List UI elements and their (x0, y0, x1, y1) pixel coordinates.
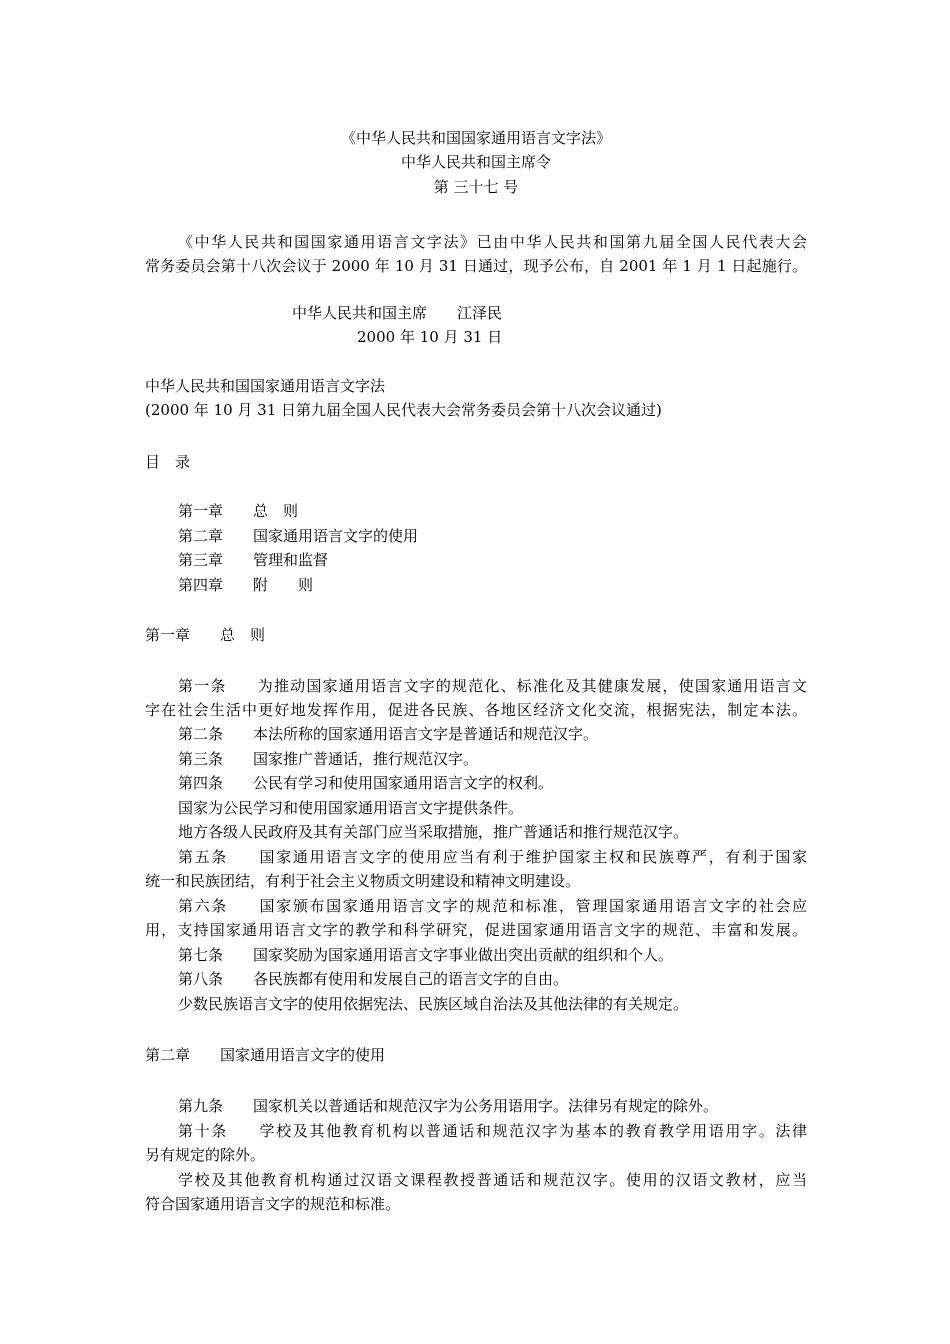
toc-item: 第二章 国家通用语言文字的使用 (178, 527, 419, 545)
article-1-line-2: 字在社会生活中更好地发挥作用，促进各民族、各地区经济文化交流，根据宪法，制定本法。 (145, 701, 807, 719)
article-3: 第三条 国家推广普通话，推行规范汉字。 (178, 750, 479, 768)
promulgation-line-1: 《中华人民共和国国家通用语言文字法》已由中华人民共和国第九届全国人民代表大会 (178, 233, 807, 251)
decree-number: 第 三十七 号 (433, 178, 519, 196)
article-1-line-1: 第一条 为推动国家通用语言文字的规范化、标准化及其健康发展，使国家通用语言文 (178, 677, 807, 695)
signer-name: 江泽民 (457, 304, 503, 322)
article-8-paragraph-2: 少数民族语言文字的使用依据宪法、民族区域自治法及其他法律的有关规定。 (178, 995, 689, 1013)
article-4: 第四条 公民有学习和使用国家通用语言文字的权利。 (178, 774, 554, 792)
article-7: 第七条 国家奖励为国家通用语言文字事业做出突出贡献的组织和个人。 (178, 946, 674, 964)
decree-issuer: 中华人民共和国主席令 (400, 153, 551, 171)
toc-heading: 目 录 (145, 453, 191, 471)
article-9: 第九条 国家机关以普通话和规范汉字为公务用语用字。法律另有规定的除外。 (178, 1097, 719, 1115)
toc-item: 第四章 附 则 (178, 576, 314, 594)
chapter-heading: 第一章 总 则 (145, 626, 266, 644)
article-5-line-1: 第五条 国家通用语言文字的使用应当有利于维护国家主权和民族尊严，有利于国家 (178, 848, 807, 866)
signer-title: 中华人民共和国主席 (292, 304, 428, 322)
article-10-line-2: 另有规定的除外。 (145, 1146, 266, 1164)
article-10-line-1: 第十条 学校及其他教育机构以普通话和规范汉字为基本的教育教学用语用字。法律 (178, 1122, 807, 1140)
toc-item: 第三章 管理和监督 (178, 551, 329, 569)
article-4-paragraph-2: 国家为公民学习和使用国家通用语言文字提供条件。 (178, 799, 524, 817)
article-6-line-2: 用，支持国家通用语言文字的教学和科学研究，促进国家通用语言文字的规范、丰富和发展。 (145, 921, 807, 939)
article-2: 第二条 本法所称的国家通用语言文字是普通话和规范汉字。 (178, 725, 599, 743)
law-title: 中华人民共和国国家通用语言文字法 (145, 377, 386, 395)
article-5-line-2: 统一和民族团结，有利于社会主义物质文明建设和精神文明建设。 (145, 872, 581, 890)
article-8: 第八条 各民族都有使用和发展自己的语言文字的自由。 (178, 970, 569, 988)
signature-line (292, 301, 502, 325)
law-title-header: 《中华人民共和国国家通用语言文字法》 (340, 129, 611, 147)
promulgation-date: 2000 年 10 月 31 日 (357, 328, 503, 346)
promulgation-line-2: 常务委员会第十八次会议于 2000 年 10 月 31 日通过，现予公布，自 2001 年 1 月 1 日起施行。 (145, 257, 807, 275)
article-10-paragraph-2-line-1: 学校及其他教育机构通过汉语文课程教授普通话和规范汉字。使用的汉语文教材，应当 (178, 1171, 807, 1189)
article-6-line-1: 第六条 国家颁布国家通用语言文字的规范和标准，管理国家通用语言文字的社会应 (178, 897, 807, 915)
article-10-paragraph-2-line-2: 符合国家通用语言文字的规范和标准。 (145, 1195, 401, 1213)
chapter-heading: 第二章 国家通用语言文字的使用 (145, 1046, 386, 1064)
adoption-note: (2000 年 10 月 31 日第九届全国人民代表大会常务委员会第十八次会议通过) (145, 401, 662, 419)
article-4-paragraph-3: 地方各级人民政府及其有关部门应当采取措施，推广普通话和推行规范汉字。 (178, 823, 689, 841)
toc-item: 第一章 总 则 (178, 502, 299, 520)
